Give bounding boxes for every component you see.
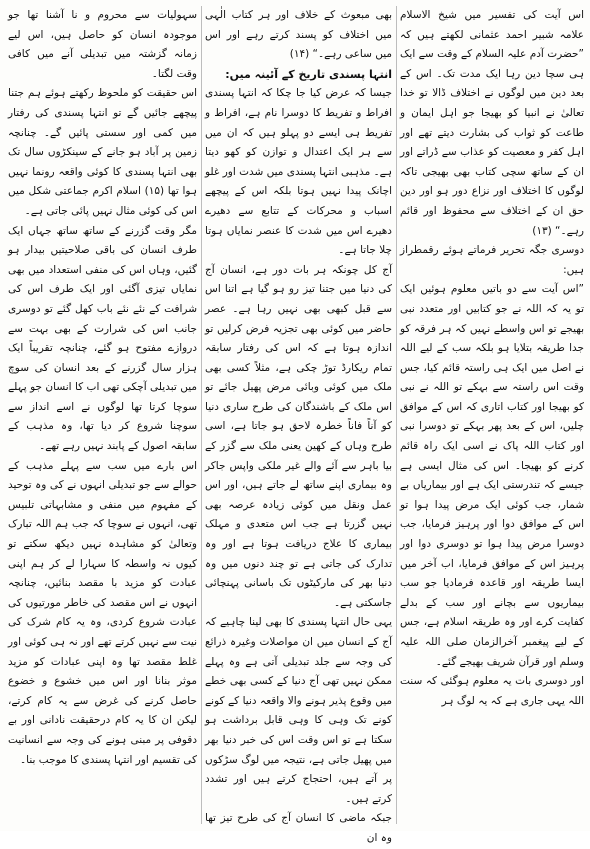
quote-paragraph: ”اس آیت سے دو باتیں معلوم ہوئیں ایک تو یہ کہ اللہ نے جو کتابیں اور متعدد نبی بھیجے تو اس واسطے نہیں کہ ہر فرقہ کو جدا طریقہ بتلایا ہو بلکہ سب کے لیے اللہ نے اصل میں ایک ہی راستہ قائم کیا، جس وقت اس راستہ سے بہکے تو اللہ نے نبی کو بھیجا اور کتاب اتاری کہ اس کے موافق چلیں، اس کے بعد پھر بہکے تو دوسرا نبی اور کتاب اللہ پاک نے اسی ایک راہ قائم کرنے کو بھیجا۔ اس کی مثال ایسی ہے جیسے کہ تندرستی ایک ہے اور بیماریاں بے شمار، جب کوئی ایک مرض پیدا ہوا تو اس کے موافق دوا اور پرہیز فرمایا، جب دوسرا مرض پیدا ہوا تو دوسری دوا اور پرہیز اس کے موافق فرمایا، اب آخر میں ایسا طریقہ اور قاعدہ فرمادیا جو سب بیماریوں سے بچانے اور سب کے بدلے کفایت کرے اور وہ طریقہ اسلام ہے، جس کے لیے پیغمبر آخرالزمان صلی اللہ علیہ وسلم اور قرآن شریف بھیجے گئے۔	[400, 283, 584, 668]
paragraph: اس حقیقت کو ملحوظ رکھتے ہوئے ہم جتنا پیچھے جائیں گے تو انتہا پسندی کی رفتار میں کمی اور سستی پائیں گے۔ چنانچہ زمین پر آباد ہو جانے کے سینکڑوں سال تک بھی انتہا پسندی کا کوئی واقعہ رونما نہیں ہوا تھا (۱۵) اسلام اکرم جماعتی شکل میں اس کی کوئی مثال نہیں پائی جاتی ہے۔	[8, 87, 197, 217]
paragraph: دوسری جگہ تحریر فرماتے ہوئے رقمطراز ہیں:	[400, 244, 584, 276]
paragraph: اس بارے میں سب سے پہلے مذہب کے حوالے سے جو تبدیلی انہوں نے کی وہ توحید کے مفہوم میں منفی و مشابہاتی تلبیس تھی، انہوں نے سوچا کہ جب ہم اللہ تبارک وتعالیٰ کو مشاہدہ نہیں دیکھ سکتے تو کیوں نہ واسطہ کا سہارا لے کر ہم اپنی عبادت کو مزید با مقصد بنائیں، چنانچہ انہوں نے اس مقصد کی خاطر مورتیوں کی عبادت شروع کردی، وہ یہ کام شرک کی نیت سے نہیں کرتے تھے اور نہ ہی کوئی اور غلط مقصد تھا وہ اپنی عبادات کو مزید موثر بنانا اور اس میں خشوع و خضوع حاصل کرنے کی غرض سے یہ کام کرتے، لیکن ان کا یہ کام درحقیقت نادانی اور بے دقوفی پر مبنی ہونے کی وجہ سے انسانیت کی تقسیم اور انتہا پسندی کا موجب بنا۔	[8, 459, 197, 766]
paragraph: اور دوسری بات یہ معلوم ہوگئی کہ سنت اللہ یہی جاری ہے کہ یہ لوگ ہر	[400, 675, 584, 707]
column-right	[400, 6, 584, 824]
paragraph: مگر وقت گزرنے کے ساتھ ساتھ جہاں ایک طرف انسان کی باقی صلاحیتیں بیدار ہو گئیں، وہاں اس کی منفی استعداد میں بھی نمایاں تیزی آگئی اور ایک طرف اس کی شرافت کے نئے نئے باب کھل گئے تو دوسری جانب اس کی شرارت کے بھی بہت سے دروازے مفتوح ہو گئے، چنانچہ تقریباً ایک ہزار سال گزرنے کے بعد انسان کی سوچ میں تبدیلی آچکی تھی اب کا انسان جو پہلے سوچا کرتا تھا لوگوں نے اسے انداز سے سوچنا شروع کر دیا تھا، وہ مذہب کے سابقہ اصول کے پابند نہیں رہے تھے۔	[8, 224, 197, 453]
paragraph: بھی مبعوث کے خلاف اور ہر کتاب الٰہی میں اختلاف کو پسند کرتے رہے اور اس میں ساعی رہے۔“ (۱۴)	[205, 9, 392, 61]
column-divider	[396, 6, 397, 824]
paragraph: یہی حال انتہا پسندی کا بھی لینا چاہیے کہ آج کے انسان میں ان مواصلات وغیرہ ذرائع کی وجہ سے جلد تبدیلی آتی ہے وہ پہلے ممکن نہیں تھی آج دنیا کے کسی بھی خطے میں وقوع پذیر ہونے والا واقعہ دنیا کے کونے کونے تک وہی کا وہی قابل برداشت ہو سکتا ہے تو اس وقت اس کی خبر دنیا بھر میں پھیل جاتی ہے، نتیجہ میں لوگ سڑکوں پر آتے ہیں، احتجاج کرتے ہیں اور تشدد کرتے ہیں۔	[205, 616, 392, 805]
paragraph: جبکہ ماضی کا انسان آج کی طرح تیز تھا وہ ان	[205, 812, 392, 844]
paragraph: اس آیت کی تفسیر میں شیخ الاسلام علامہ شبیر احمد عثمانی لکھتے ہیں کہ ”حضرت آدم علیہ السلام کے وقت سے ایک ہی سچا دین رہا ایک مدت تک۔ اس کے بعد دین میں لوگوں نے اختلاف ڈالا تو خدا تعالیٰ نے انبیا کو بھیجا جو اہل ایمان و طاعت کو ثواب کی بشارت دیتے تھے اور اہل کفر و معصیت کو عذاب سے ڈراتے اور ان کے ساتھ سچی کتاب بھی بھیجی تاکہ لوگوں کا اختلاف اور نزاع دور ہو اور دین حق ان کے اختلاف سے محفوظ اور قائم رہے۔“ (۱۳)	[400, 9, 584, 237]
column-left	[8, 6, 197, 824]
paragraph: آج کل چونکہ ہر بات دور ہے، انسان آج کی دنیا میں جتنا تیز رو ہو گیا ہے اتنا اس سے قبل کبھی بھی نہیں رہا ہے۔ عصر حاضر میں کوئی بھی تجزیہ فرض کرلیں تو اندازہ ہوتا ہے کہ اس کی رفتار سابقہ تمام ریکارڈ توڑ چکی ہے، مثلاً کسی بھی ملک میں کوئی وبائی مرض پھیل جائے تو اس ملک کے باشندگان کی طرح ساری دنیا کو آناً فاناً خطرہ لاحق ہو جاتا ہے، اسی طرح وہاں کے کھین یعنی ملک سے گزر کے بیا باہر سے آئے والے غیر ملکی واپس جاکر وہ بیماری اپنے ساتھ لے جاتے ہیں، اور اس عمل ونقل میں کوئی زیادہ عرصہ بھی نہیں گزرتا ہے جب اس متعدی و مہلک بیماری کا علاج دریافت ہوتا ہے اور وہ تدارک کی جاتی ہے تو چند دنوں میں وہ دنیا بھر کی مارکیٹوں تک باسانی پہنچائی جاسکتی ہے۔	[205, 263, 392, 609]
column-divider	[201, 6, 202, 824]
paragraph: جیسا کہ عرض کیا جا چکا کہ انتہا پسندی افراط و تفریط کا دوسرا نام ہے، افراط و تفریط ہی ایسے دو پہلو ہیں کہ ان میں سے ہر ایک اعتدال و توازن کو کھو دیتا ہے۔ مذہبی انتہا پسندی میں شدت اور غلو اچانک پیدا نہیں ہوتا بلکہ اس کے پیچھے اسباب و محرکات کے تتابع سے دھیرے دھیرے اس میں شدت کا عنصر نمایاں ہوتا چلا جاتا ہے۔	[204, 87, 392, 257]
paragraph: سہولیات سے محروم و نا آشنا تھا جو موجودہ انسان کو حاصل ہیں، اس لیے زمانہ گزشتہ میں تبدیلی آنے میں کافی وقت لگتا۔	[8, 9, 197, 80]
column-middle	[204, 6, 392, 844]
section-heading: انتہا پسندی تاریخ کے آئینہ میں:	[225, 67, 392, 81]
